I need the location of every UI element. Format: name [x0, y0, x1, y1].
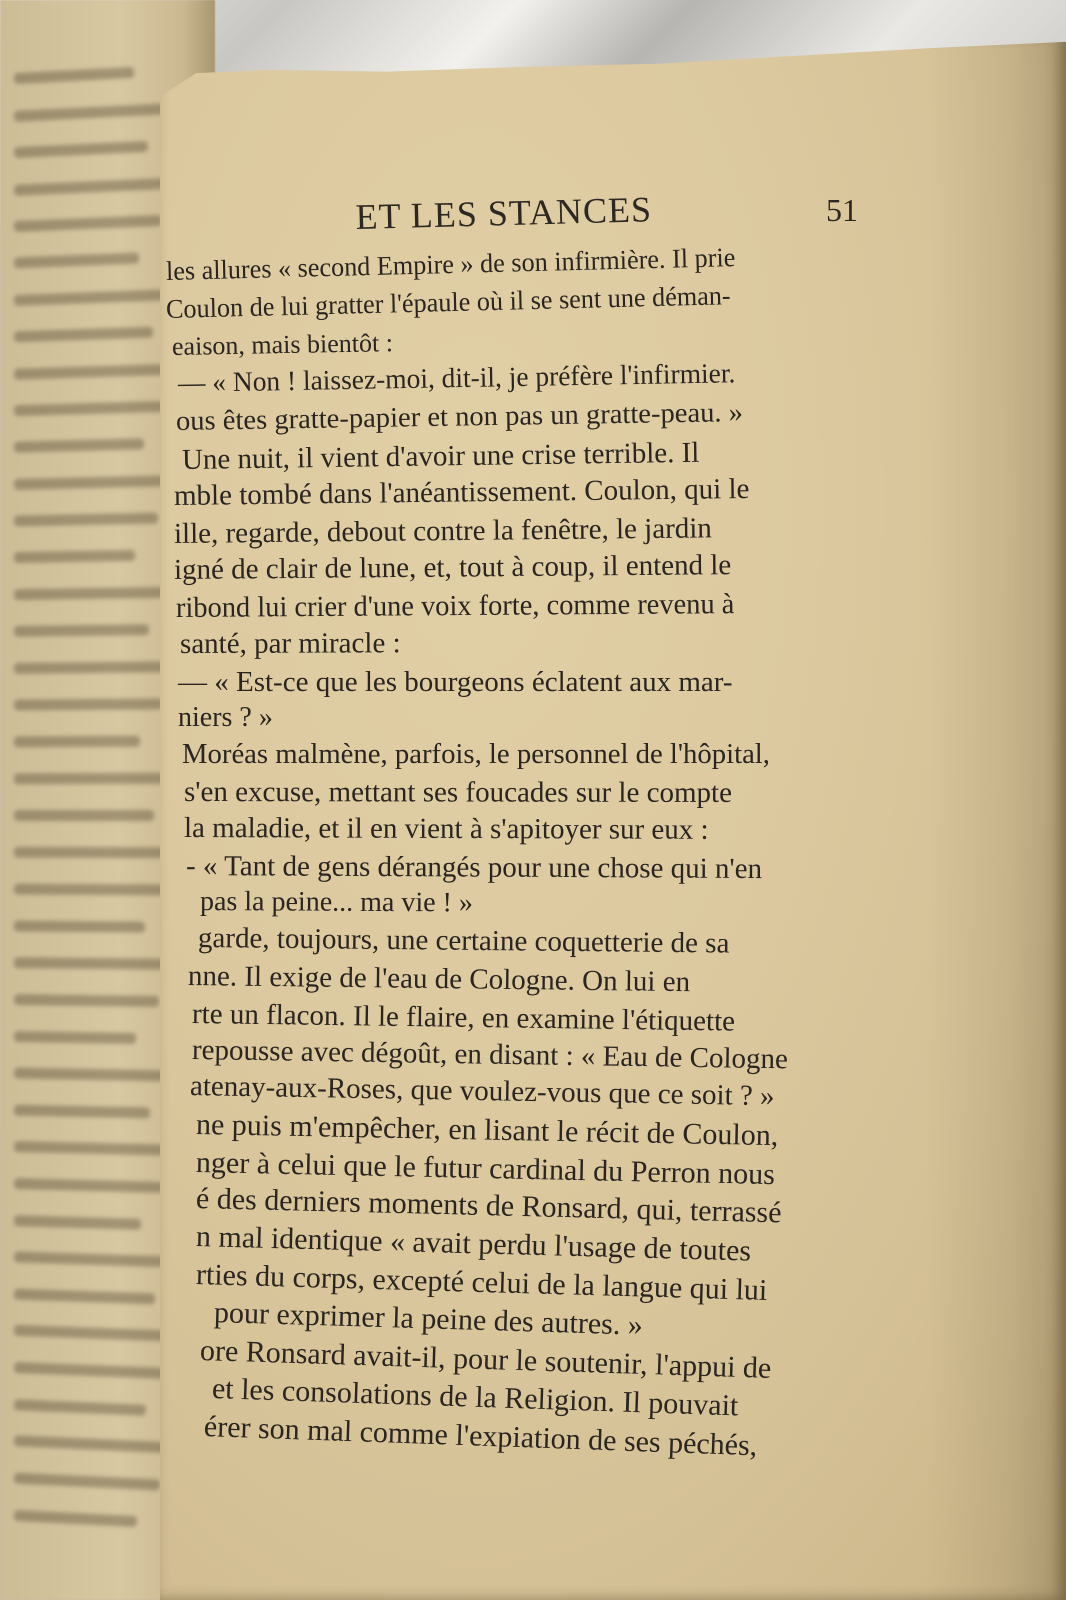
blurred-text-line — [14, 624, 149, 637]
blurred-text-line — [14, 1215, 141, 1230]
text-line: atenay-aux-Roses, que voulez-vous que ce soit ? » — [189, 1070, 775, 1113]
text-line: mble tombé dans l'anéantissement. Coulon, qui le — [173, 472, 750, 512]
blurred-text-line — [14, 177, 185, 196]
blurred-text-line — [14, 1178, 164, 1193]
text-line: ne puis m'empêcher, en lisant le récit de Coulon, — [195, 1108, 779, 1153]
blurred-text-line — [14, 289, 176, 306]
blurred-text-line — [14, 1105, 150, 1119]
text-line: Une nuit, il vient d'avoir une crise terrible. Il — [181, 436, 700, 476]
blurred-text-line — [14, 920, 145, 932]
blurred-text-line — [14, 141, 148, 158]
text-line: eaison, mais bientôt : — [171, 328, 394, 361]
blurred-text-line — [14, 1068, 173, 1082]
text-line: pas la peine... ma vie ! » — [199, 886, 473, 919]
text-line: - « Tant de gens dérangés pour une chose qui n'en — [185, 850, 763, 886]
text-line: les allures « second Empire » de son infirmière. Il prie — [165, 242, 736, 286]
text-line: Coulon de lui gratter l'épaule où il se sent une déman- — [165, 280, 731, 324]
text-line: érer son mal comme l'expiation de ses péchés, — [203, 1410, 758, 1463]
text-line: s'en excuse, mettant ses foucades sur le compte — [183, 776, 733, 809]
text-line: et les consolations de la Religion. Il pouvait — [211, 1372, 739, 1423]
text-line: — « Non ! laissez-moi, dit-il, je préfère l'infirmier. — [177, 358, 736, 399]
text-line: ous êtes gratte-papier et non pas un gratte-peau. » — [175, 397, 744, 437]
text-line: repousse avec dégoût, en disant : « Eau de Cologne — [191, 1034, 789, 1076]
text-line: rties du corps, excepté celui de la langue qui lui — [195, 1258, 768, 1307]
text-line: igné de clair de lune, et, tout à coup, il entend le — [173, 549, 732, 586]
text-line: la maladie, et il en vient à s'apitoyer sur eux : — [183, 812, 709, 846]
blurred-text-line — [14, 103, 171, 122]
blurred-text-line — [14, 1362, 169, 1379]
blurred-text-line — [14, 1031, 136, 1044]
blurred-text-line — [14, 475, 181, 490]
blurred-text-line — [14, 1473, 160, 1491]
running-head: ET LES STANCES — [355, 189, 653, 237]
text-line: pour exprimer la peine des autres. » — [213, 1296, 644, 1342]
blurred-text-line — [14, 1289, 155, 1305]
text-line: é des derniers moments de Ronsard, qui, terrassé — [195, 1182, 782, 1230]
blurred-text-line — [14, 810, 154, 821]
blurred-text-line — [14, 438, 144, 452]
blurred-text-line — [14, 253, 139, 269]
blurred-text-line — [14, 512, 158, 526]
page-number: 51 — [826, 192, 858, 228]
blurred-text-line — [14, 736, 140, 748]
blurred-text-line — [14, 1510, 137, 1527]
text-line: ore Ronsard avait-il, pour le soutenir, l'appui de — [199, 1334, 772, 1385]
blurred-text-line — [14, 327, 153, 343]
blurred-text-line — [14, 773, 177, 784]
text-line: Moréas malmène, parfois, le personnel de l'hôpital, — [182, 738, 770, 770]
text-line: niers ? » — [178, 702, 273, 733]
text-line: nne. Il exige de l'eau de Cologne. On lui en — [187, 960, 691, 999]
text-line: santé, par miracle : — [179, 627, 401, 660]
blurred-text-line — [14, 401, 167, 416]
blurred-text-line — [14, 957, 182, 970]
text-line: nger à celui que le futur cardinal du Perron nous — [195, 1146, 776, 1192]
blurred-text-line — [14, 587, 172, 600]
text-line: n mal identique « avait perdu l'usage de toutes — [195, 1220, 752, 1268]
blurred-text-line — [14, 67, 134, 84]
blurred-text-line — [14, 1251, 178, 1267]
blurred-text-line — [14, 550, 135, 563]
text-line: garde, toujours, une certaine coquetterie de sa — [197, 922, 730, 960]
blurred-text-line — [14, 1399, 146, 1416]
text-line: rte un flacon. Il le flaire, en examine l'étiquette — [191, 998, 736, 1038]
blurred-text-line — [14, 215, 162, 232]
blurred-text-line — [14, 994, 159, 1007]
blurred-text-line — [14, 884, 168, 896]
text-line: — « Est-ce que les bourgeons éclatent aux mar- — [178, 666, 733, 698]
page-edge-shadow — [926, 34, 1066, 1600]
blurred-text-line — [14, 698, 163, 710]
blurred-text-line — [14, 1435, 183, 1454]
text-line: ribond lui crier d'une voix forte, comme revenu à — [175, 588, 735, 624]
text-line: ille, regarde, debout contre la fenêtre, le jardin — [173, 512, 712, 550]
